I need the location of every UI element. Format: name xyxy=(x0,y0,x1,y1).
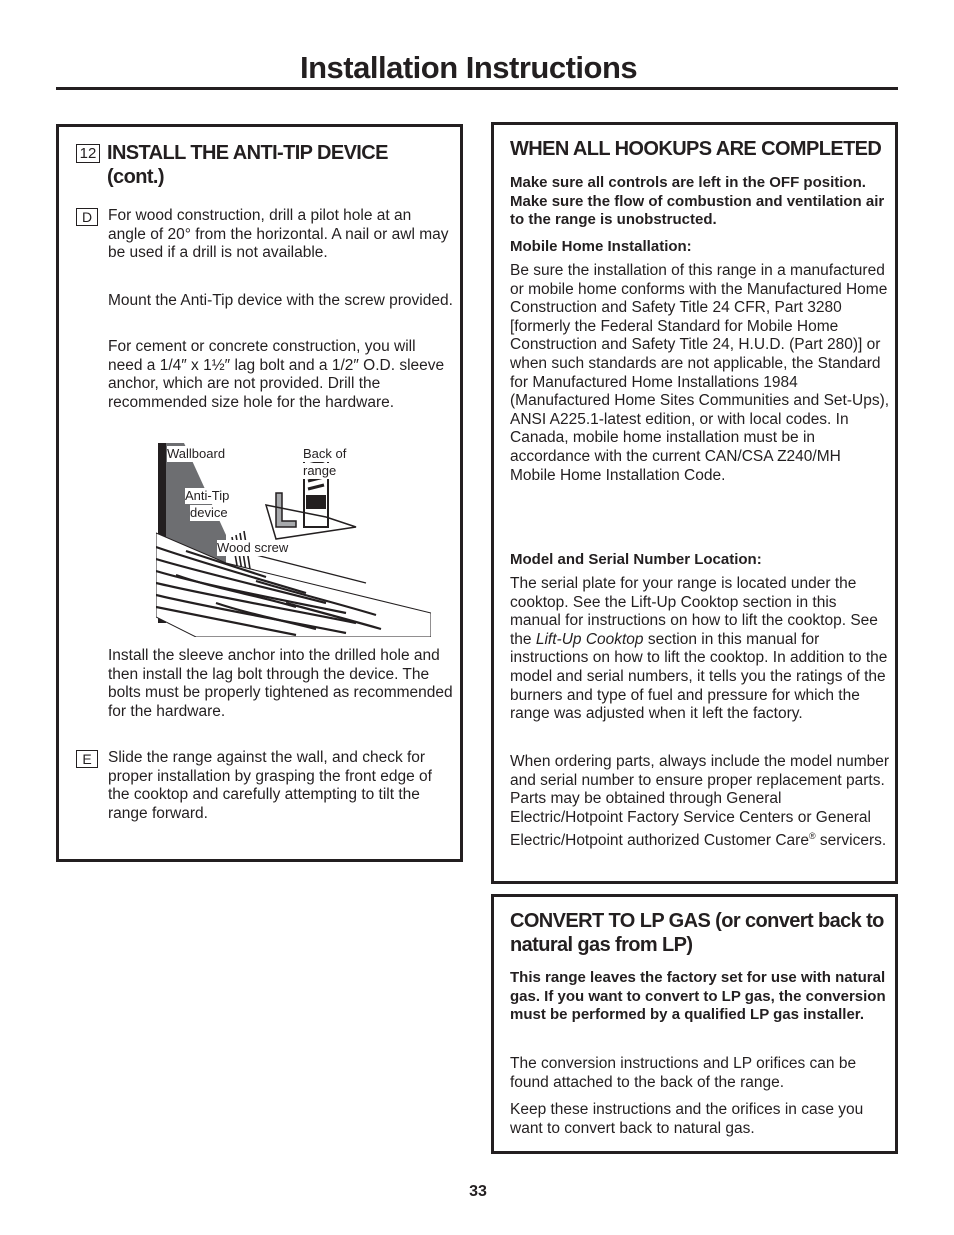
parts-text-end: servicers. xyxy=(815,832,887,850)
mobile-home-heading: Mobile Home Installation: xyxy=(510,238,692,255)
step-d-after-figure: Install the sleeve anchor into the drilled hole and then install the lag bolt through the device. The bolts must be properly tightened as recommended for the hardware. xyxy=(108,647,453,720)
parts-text-main: When ordering parts, always include the model number and serial number to ensure proper replacement parts. Parts may be obtained through General Electric/Hotpoint Factory Service Centers or General Electric/Hotpoint authorized Customer Care xyxy=(510,753,890,850)
anti-tip-section xyxy=(56,124,463,862)
anti-tip-illustration xyxy=(156,443,431,637)
step-d-paragraph-1: For wood construction, drill a pilot hole at an angle of 20° from the horizontal. A nail or awl may be used if a drill is not available. xyxy=(108,207,449,262)
figure-label-wood-screw: Wood screw xyxy=(217,540,289,555)
step-letter-d: D xyxy=(76,208,98,226)
lp-intro: This range leaves the factory set for use with natural gas. If you want to convert to LP gas, the conversion must be performed by a qualified LP gas installer. xyxy=(510,969,886,1024)
title-rule xyxy=(56,87,898,90)
ordering-parts-text xyxy=(510,753,890,851)
hookups-intro: Make sure all controls are left in the OFF position. Make sure the flow of combustion and ventilation air to the range is unobstructed. xyxy=(510,174,885,229)
serial-location-text xyxy=(510,575,890,724)
mobile-home-text: Be sure the installation of this range in a manufactured or mobile home conforms with the Manufactured Home Construction and Safety Title 24 CFR, Part 3280 [formerly the Federal Standard for Mobile Home Construction and Safety Title 24, H.U.D. (Part 280)] or when such standards are not applicable, the Standard for Manufactured Home Installations 1984 (Manufactured Home Sites Communities and Set-Ups), ANSI A225.1-latest edition, or with local codes. In Canada, mobile home installation must be in accordance with the current CAN/CSA Z240/MH Mobile Home Installation Code. xyxy=(510,262,890,484)
step-e-text: Slide the range against the wall, and check for proper installation by grasping the front edge of the cooktop and carefully attempting to tilt the range forward. xyxy=(108,749,432,822)
hookups-heading: WHEN ALL HOOKUPS ARE COMPLETED xyxy=(510,138,882,160)
lp-conversion-section xyxy=(491,894,898,1154)
step-letter-e: E xyxy=(76,750,98,768)
figure-label-back-of-range-2: range xyxy=(303,463,337,478)
figure-label-anti-tip-1: Anti-Tip xyxy=(185,488,230,503)
step-number-badge: 12 xyxy=(76,144,100,163)
figure-label-wallboard: Wallboard xyxy=(167,446,226,461)
figure-label-anti-tip-2: device xyxy=(190,505,228,520)
page-title: Installation Instructions xyxy=(300,50,638,85)
anti-tip-figure xyxy=(156,443,431,637)
registered-mark: ® xyxy=(808,831,816,842)
serial-location-heading: Model and Serial Number Location: xyxy=(510,551,762,568)
figure-label-back-of-range-1: Back of xyxy=(303,446,347,461)
step-d-paragraph-2: Mount the Anti-Tip device with the screw provided. xyxy=(108,292,453,309)
serial-text-italic: Lift-Up Cooktop xyxy=(535,630,644,648)
lp-paragraph-2: Keep these instructions and the orifices in case you want to convert back to natural gas. xyxy=(510,1101,864,1137)
serial-text-part-2: section in this manual for instructions on how to lift the cooktop. In addition to the model and serial numbers, it tells you the ratings of the burners and type of fuel and pressure for which the range was adjusted when it left the factory. xyxy=(510,630,888,723)
lp-paragraph-1: The conversion instructions and LP orifices can be found attached to the back of the range. xyxy=(510,1055,857,1091)
serial-text-part-1: The serial plate for your range is located under the cooktop. See the Lift-Up Cooktop section in this manual for instructions on how to lift the cooktop. See the xyxy=(510,575,878,648)
anti-tip-heading: INSTALL THE ANTI-TIP DEVICE (cont.) xyxy=(107,142,388,188)
lp-heading: CONVERT TO LP GAS (or convert back to natural gas from LP) xyxy=(510,910,884,956)
page-number: 33 xyxy=(469,1183,487,1200)
hookups-section xyxy=(491,122,898,884)
step-d-paragraph-3: For cement or concrete construction, you will need a 1/4″ x 1½″ lag bolt and a 1/2″ O.D. sleeve anchor, which are not provided. Drill the recommended size hole for the hardware. xyxy=(108,338,445,411)
